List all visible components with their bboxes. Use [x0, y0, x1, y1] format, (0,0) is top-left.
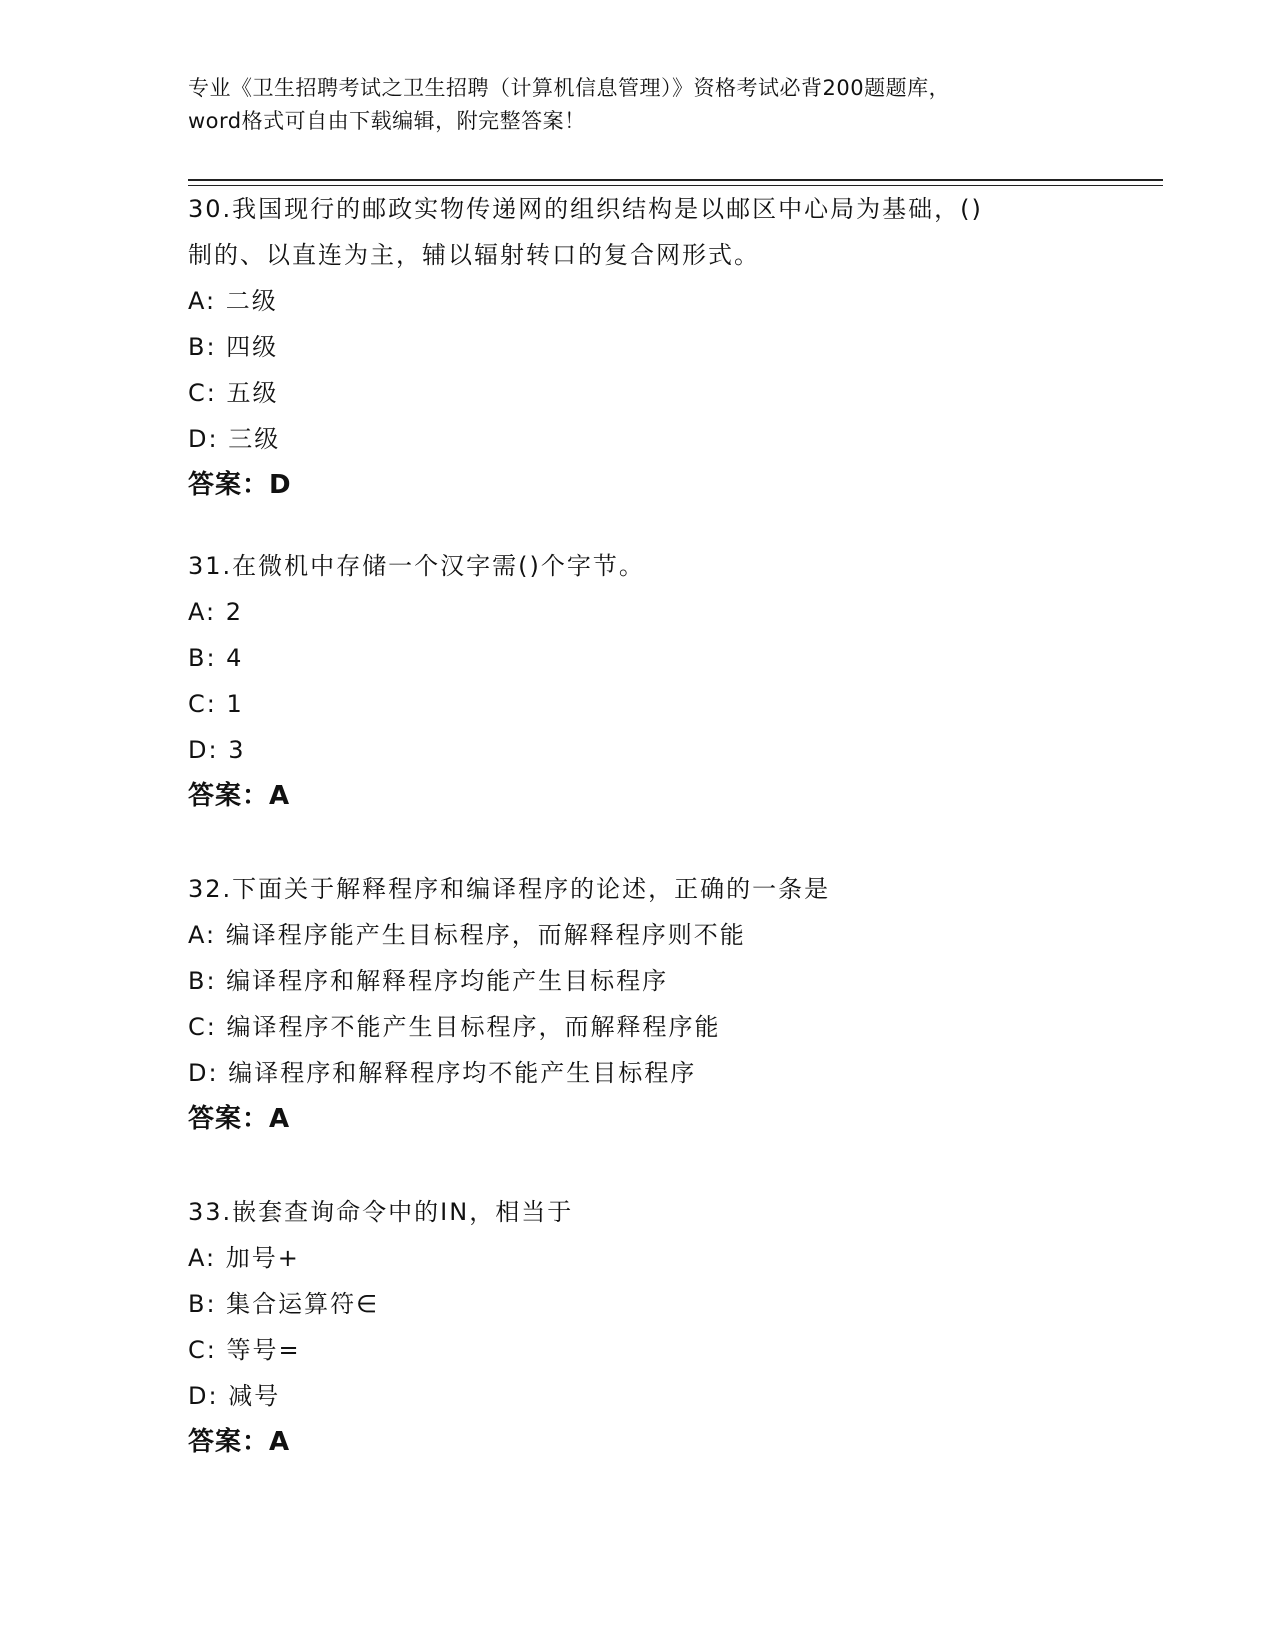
option-b: B: 四级 [188, 333, 279, 361]
question-31 [188, 543, 1163, 819]
option-a: A: 二级 [188, 287, 278, 315]
option-a: A: 2 [188, 598, 243, 626]
question-stem-continued: 制的、以直连为主，辅以辐射转口的复合网形式。 [188, 241, 760, 269]
answer-label: 答案：A [188, 781, 291, 811]
question-stem: 33.嵌套查询命令中的IN，相当于 [188, 1198, 574, 1226]
answer-label: 答案：D [188, 470, 292, 500]
option-a: A: 加号+ [188, 1244, 300, 1272]
header-line-1: 专业《卫生招聘考试之卫生招聘（计算机信息管理）》资格考试必背200题题库， [188, 76, 951, 100]
option-c: C: 1 [188, 690, 244, 718]
header-divider-thick [188, 179, 1163, 181]
option-b: B: 编译程序和解释程序均能产生目标程序 [188, 967, 669, 995]
answer-label: 答案：A [188, 1427, 291, 1457]
option-b: B: 集合运算符∈ [188, 1290, 380, 1318]
option-d: D: 3 [188, 736, 246, 764]
header-line-2: word格式可自由下载编辑，附完整答案！ [188, 109, 586, 133]
answer-label: 答案：A [188, 1104, 291, 1134]
option-c: C: 五级 [188, 379, 279, 407]
option-c: C: 等号= [188, 1336, 301, 1364]
question-stem: 30.我国现行的邮政实物传递网的组织结构是以邮区中心局为基础，() [188, 195, 983, 223]
question-stem: 32.下面关于解释程序和编译程序的论述，正确的一条是 [188, 875, 831, 903]
option-b: B: 4 [188, 644, 244, 672]
question-stem: 31.在微机中存储一个汉字需()个字节。 [188, 552, 645, 580]
option-d: D: 三级 [188, 425, 281, 453]
option-a: A: 编译程序能产生目标程序，而解释程序则不能 [188, 921, 746, 949]
document-header [188, 72, 1088, 138]
option-d: D: 编译程序和解释程序均不能产生目标程序 [188, 1059, 697, 1087]
option-d: D: 减号 [188, 1382, 281, 1410]
question-30 [188, 186, 1163, 508]
question-33 [188, 1189, 1163, 1465]
question-32 [188, 866, 1163, 1142]
option-c: C: 编译程序不能产生目标程序，而解释程序能 [188, 1013, 721, 1041]
